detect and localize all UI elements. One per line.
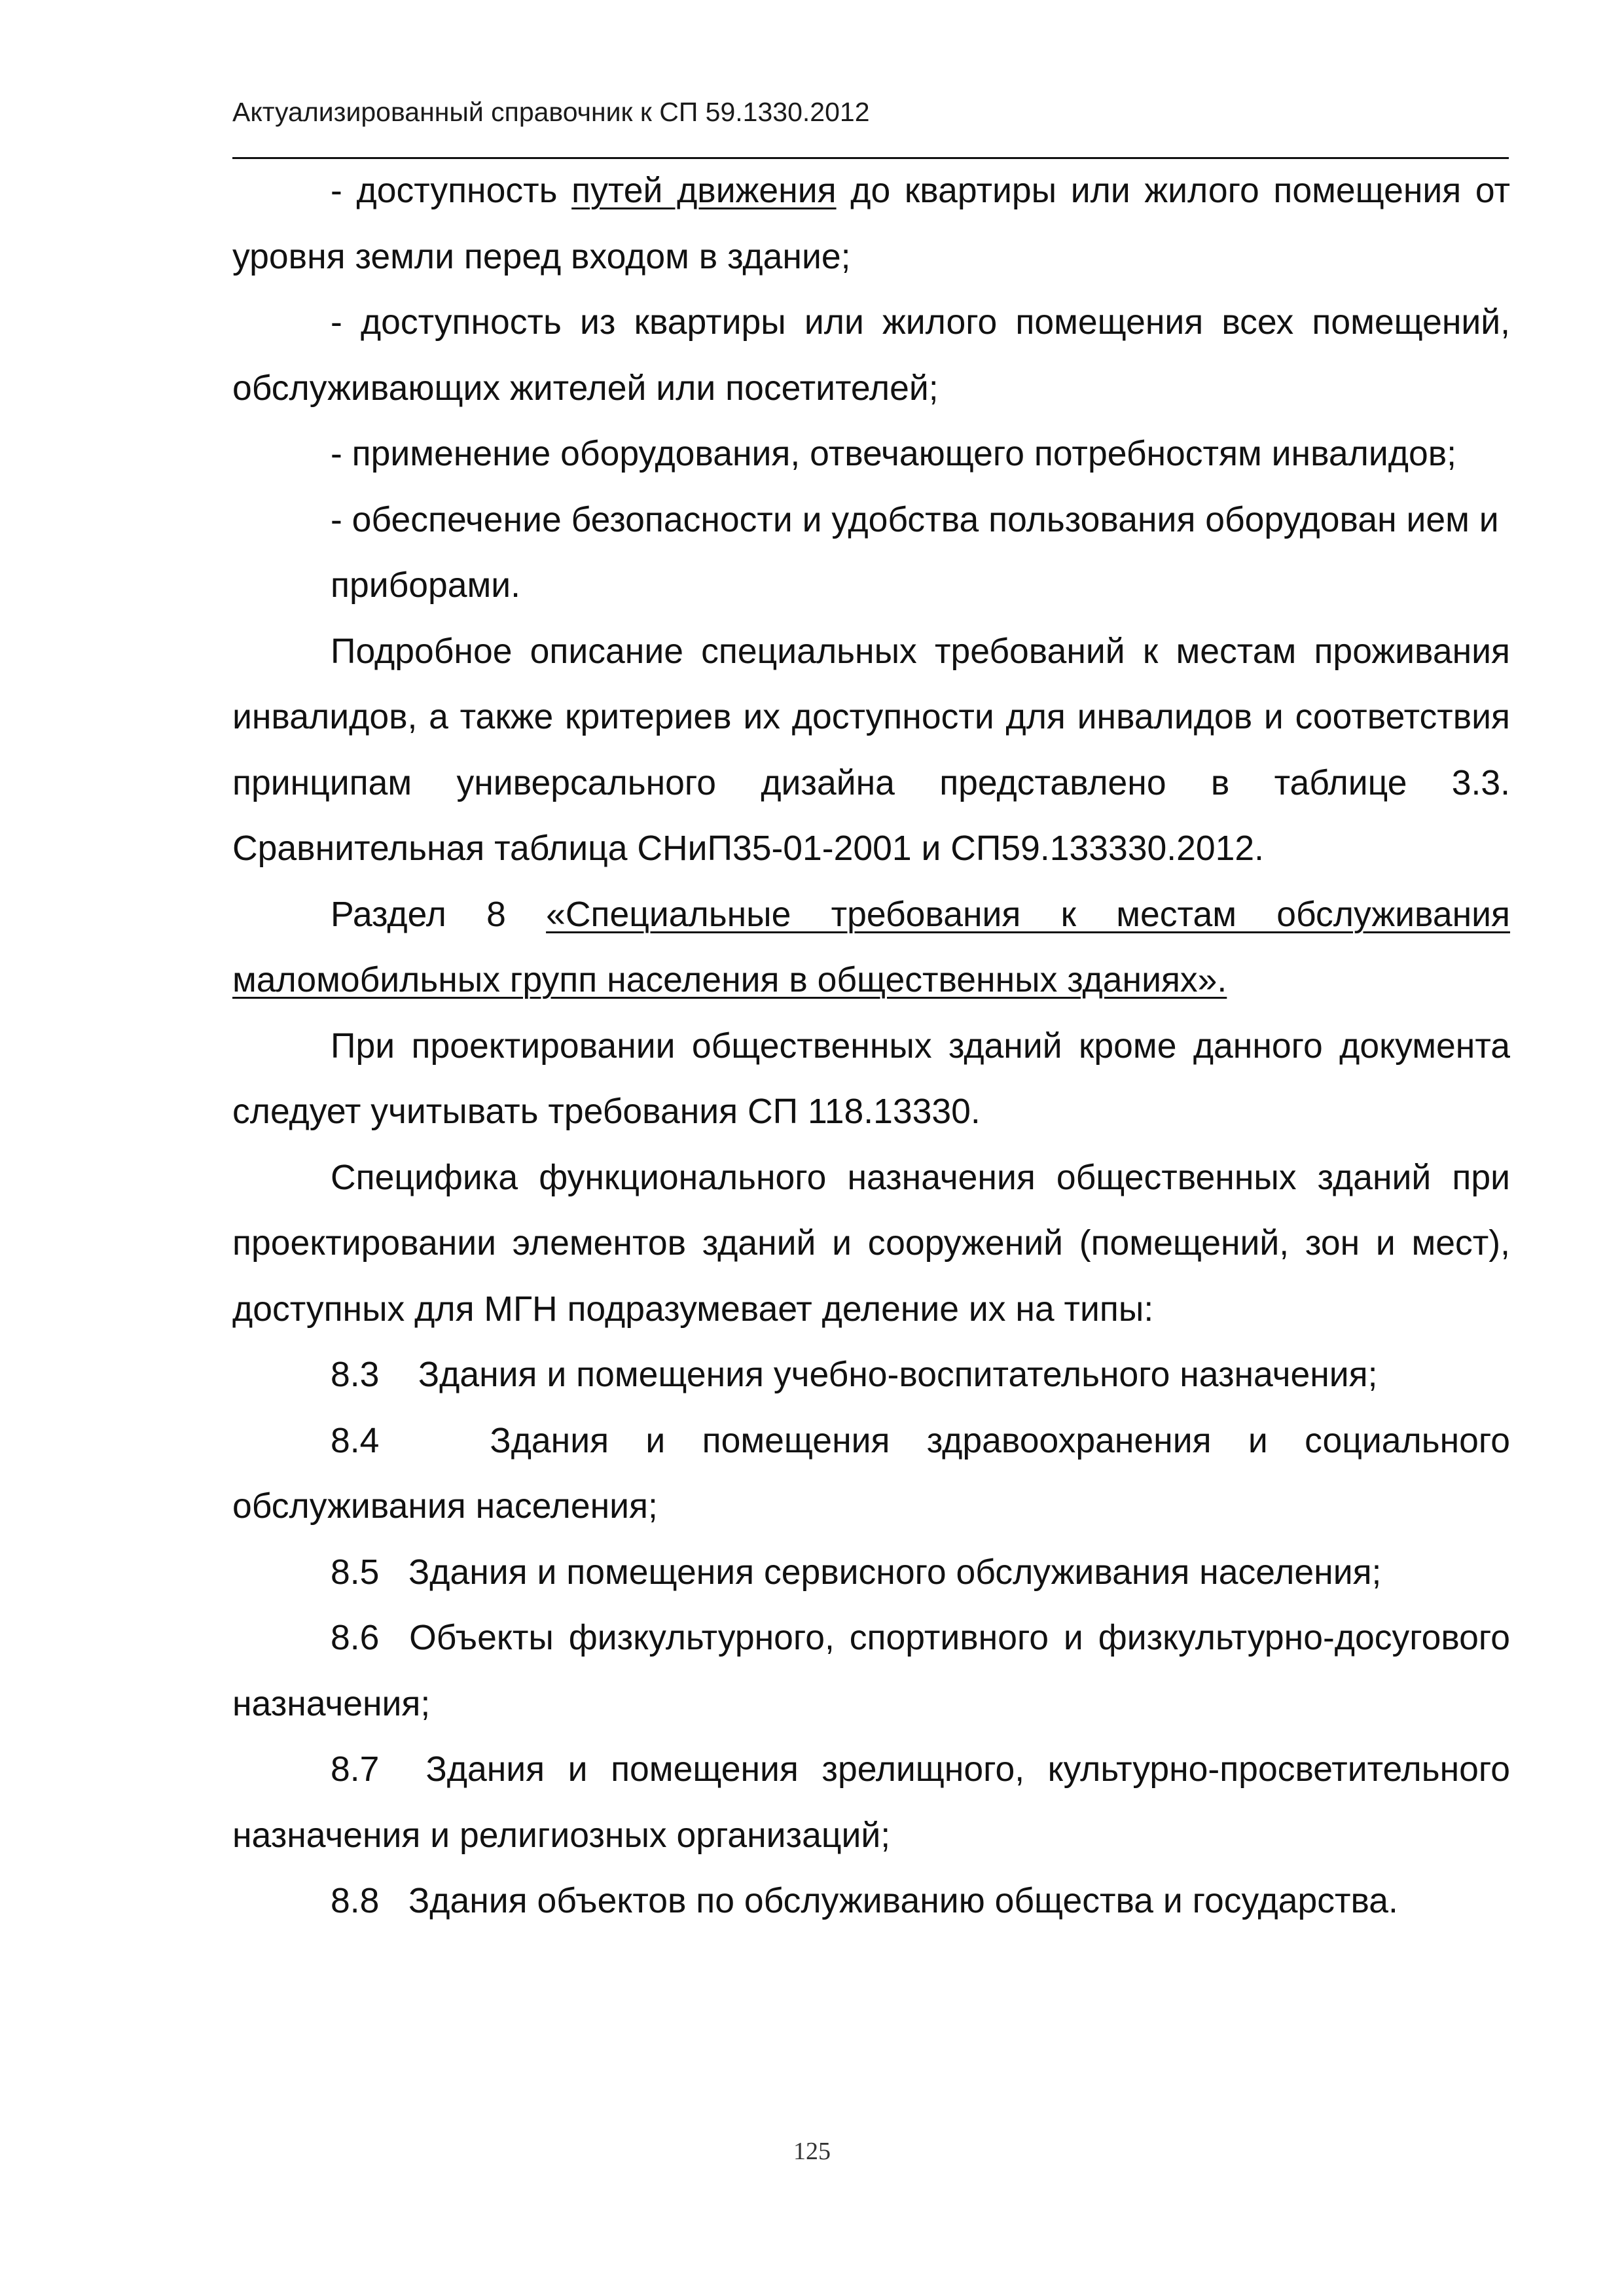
- underlined-paths-of-movement: путей движения: [571, 171, 837, 210]
- paragraph-access-paths: [232, 158, 1510, 290]
- page-number: 125: [793, 2138, 831, 2165]
- section-item-text: Объекты физкультурного, спортивного и физкультурно-досугового назначения;: [232, 1619, 1510, 1723]
- section-item-number: 8.8: [331, 1882, 380, 1920]
- paragraph-specifics: Специфика функционального назначения общественных зданий при проектировании элементов зданий и сооружений (помещений, зон и мест), доступных для МГН подразумевает деление их на типы:: [232, 1158, 1510, 1329]
- section-item-8-5: [232, 1540, 1510, 1606]
- section-item-text: Здания и помещения здравоохранения и социального обслуживания населения;: [232, 1421, 1510, 1526]
- paragraph-access-rooms: - доступность из квартиры или жилого помещения всех помещений, обслуживающих жителей или посетителей;: [232, 303, 1510, 408]
- section-8-title: «Специальные требования к местам обслуживания маломобильных групп населения в общественных зданиях».: [232, 895, 1511, 999]
- paragraph-access-paths-lead: - доступность: [331, 171, 572, 210]
- section-item-number: 8.6: [331, 1619, 380, 1657]
- section-item-number: 8.5: [331, 1552, 380, 1592]
- document-body: [232, 158, 1510, 1935]
- paragraph-detailed-description: Подробное описание специальных требований к местам проживания инвалидов, а также критериев их доступности для инвалидов и соответствия принципам универсального дизайна представлено в таблице 3.3. Сравнительная таблица СНиП35-01-2001 и СП59.133330.2012.: [232, 632, 1510, 868]
- section-item-number: 8.4: [331, 1421, 380, 1460]
- section-item-text: Здания и помещения сервисного обслуживания населения;: [408, 1552, 1382, 1592]
- running-header: Актуализированный справочник к СП 59.1330.2012: [232, 97, 870, 127]
- section-item-text: Здания и помещения зрелищного, культурно-просветительного назначения и религиозных организаций;: [232, 1750, 1510, 1855]
- section-item-text: Здания объектов по обслуживанию общества и государства.: [408, 1882, 1398, 1920]
- section-item-8-4: [232, 1408, 1510, 1540]
- section-item-text: Здания и помещения учебно-воспитательного назначения;: [418, 1355, 1378, 1394]
- paragraph-equipment: - применение оборудования, отвечающего потребностям инвалидов;: [331, 435, 1457, 473]
- section-item-8-3: [232, 1342, 1510, 1408]
- paragraph-safety: - обеспечение безопасности и удобства пользования оборудован ием и приборами.: [331, 500, 1499, 605]
- paragraph-section-8: [232, 882, 1510, 1014]
- section-8-lead: Раздел 8: [331, 895, 547, 934]
- section-item-number: 8.3: [331, 1355, 380, 1394]
- paragraph-design-public-buildings: При проектировании общественных зданий кроме данного документа следует учитывать требования СП 118.13330.: [232, 1026, 1510, 1131]
- section-item-8-8: [232, 1869, 1510, 1935]
- section-item-8-7: [232, 1737, 1510, 1869]
- paragraph-access-paths-rest: до квартиры или жилого помещения от уровня земли перед входом в здание;: [232, 171, 1510, 276]
- section-item-8-6: [232, 1605, 1510, 1737]
- section-item-number: 8.7: [331, 1750, 380, 1789]
